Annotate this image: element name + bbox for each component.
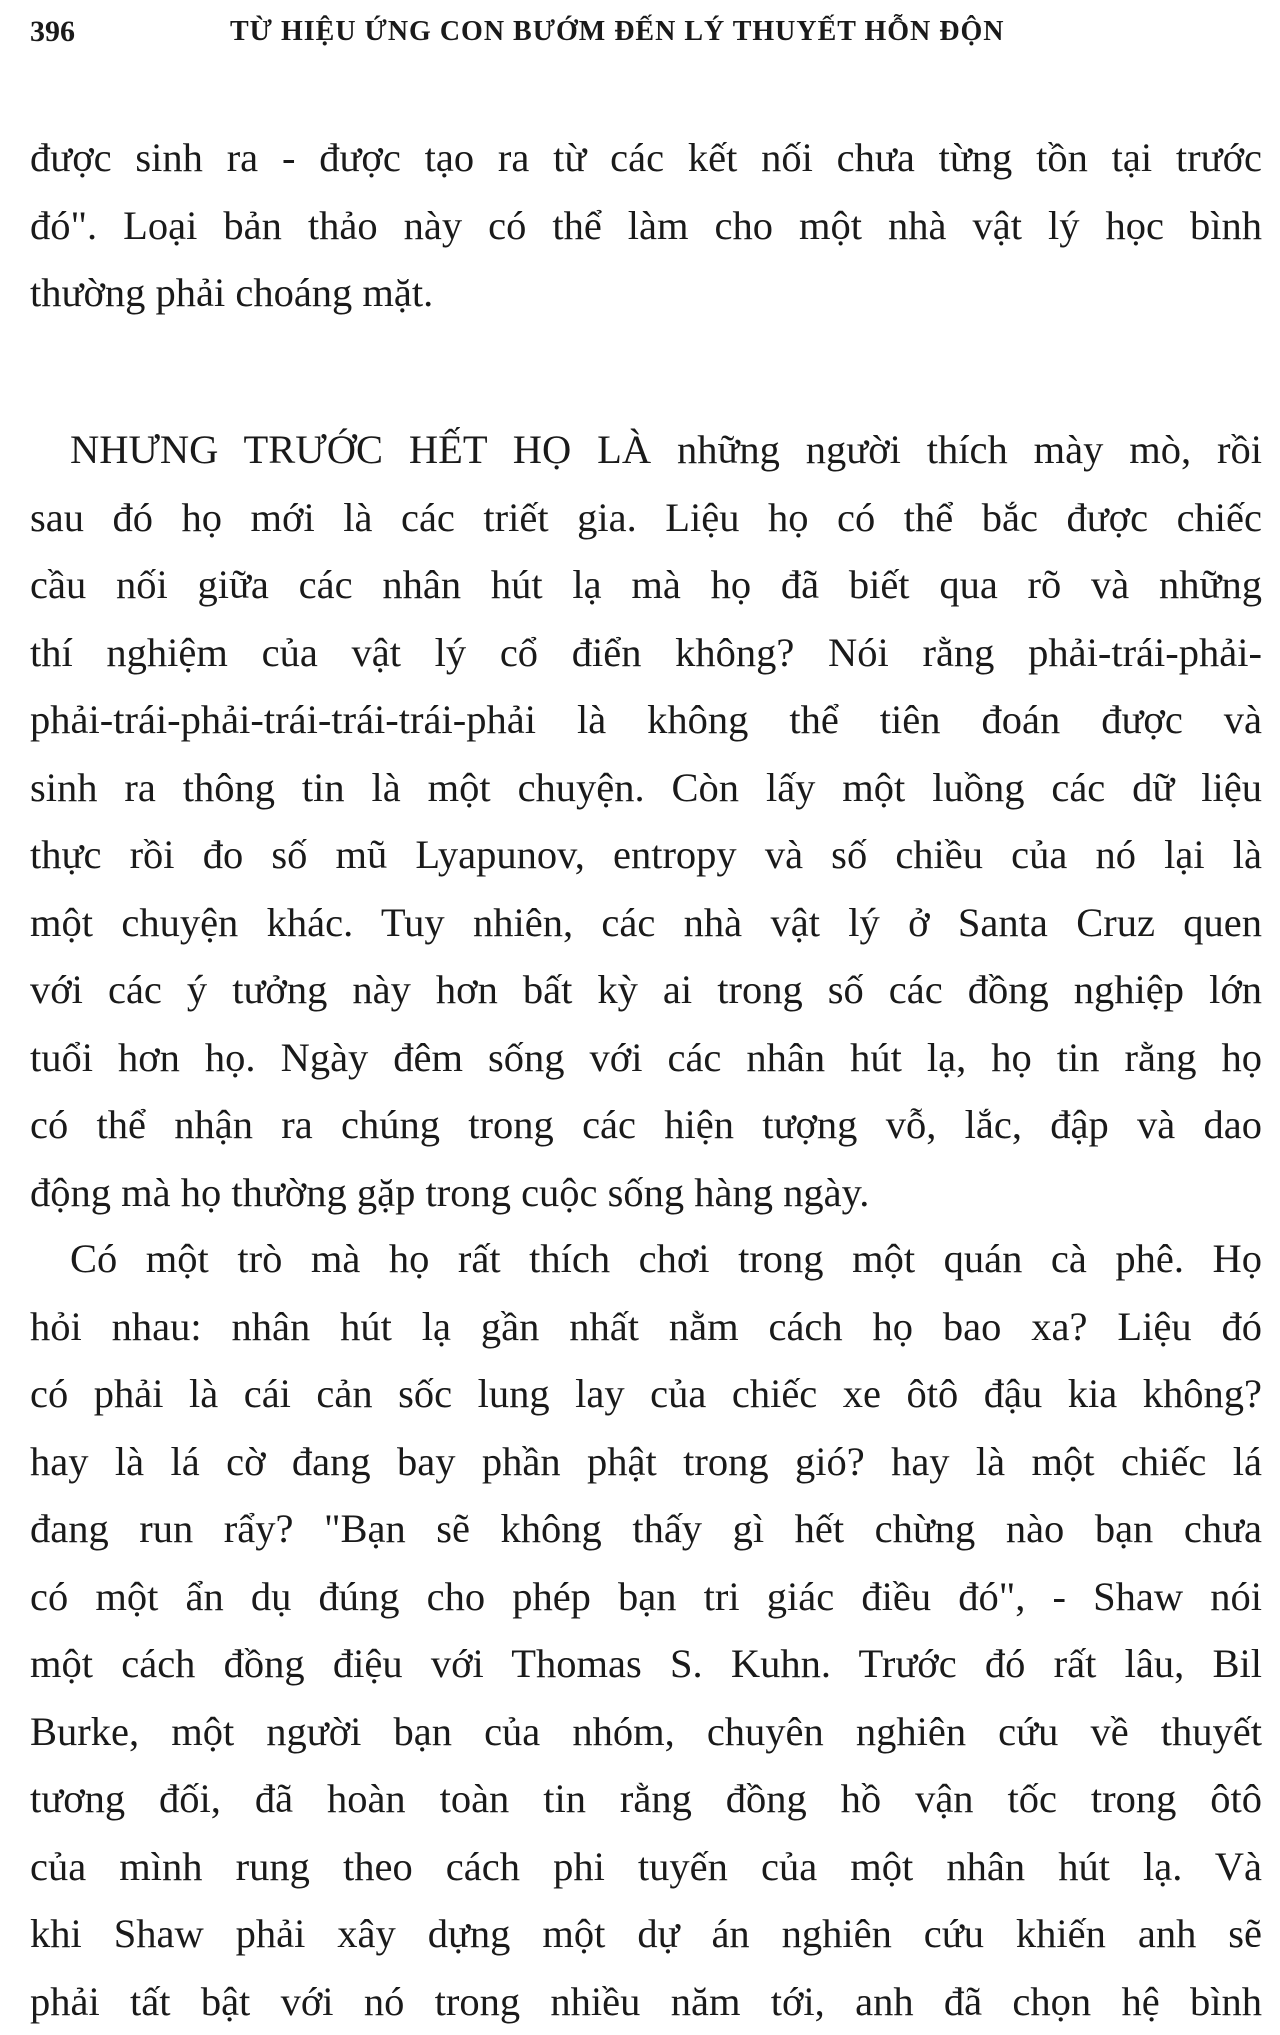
text-line: của mình rung theo cách phi tuyến của một nhân hút lạ. Và xyxy=(30,1833,1262,1901)
paragraph-continued xyxy=(30,124,1262,327)
text-line: sau đó họ mới là các triết gia. Liệu họ có thể bắc được chiếc xyxy=(30,484,1262,552)
text-line: thực rồi đo số mũ Lyapunov, entropy và số chiều của nó lại là xyxy=(30,821,1262,889)
text-line: với các ý tưởng này hơn bất kỳ ai trong số các đồng nghiệp lớn xyxy=(30,956,1262,1024)
text-line: khi Shaw phải xây dựng một dự án nghiên cứu khiến anh sẽ xyxy=(30,1900,1262,1968)
text-line: đang run rẩy? "Bạn sẽ không thấy gì hết chừng nào bạn chưa xyxy=(30,1495,1262,1563)
text-line: thí nghiệm của vật lý cổ điển không? Nói rằng phải-trái-phải- xyxy=(30,619,1262,687)
text-line: phải tất bật với nó trong nhiều năm tới, anh đã chọn hệ bình xyxy=(30,1968,1262,2035)
paragraph-section-start xyxy=(30,416,1262,1226)
chapter-title: TỪ HIỆU ỨNG CON BƯỚM ĐẾN LÝ THUYẾT HỖN ĐỘN xyxy=(230,16,1004,48)
text-line: có thể nhận ra chúng trong các hiện tượng vỗ, lắc, đập và dao xyxy=(30,1091,1262,1159)
paragraph xyxy=(30,1225,1262,2035)
text-line: cầu nối giữa các nhân hút lạ mà họ đã biết qua rõ và những xyxy=(30,551,1262,619)
text-line: có phải là cái cản sốc lung lay của chiếc xe ôtô đậu kia không? xyxy=(30,1360,1262,1428)
text-line: sinh ra thông tin là một chuyện. Còn lấy một luồng các dữ liệu xyxy=(30,754,1262,822)
text-line: Có một trò mà họ rất thích chơi trong một quán cà phê. Họ xyxy=(30,1225,1262,1293)
text-line: Burke, một người bạn của nhóm, chuyên nghiên cứu về thuyết xyxy=(30,1698,1262,1766)
text-line: hay là lá cờ đang bay phần phật trong gió? hay là một chiếc lá xyxy=(30,1428,1262,1496)
text-line: phải-trái-phải-trái-trái-trái-phải là không thể tiên đoán được và xyxy=(30,686,1262,754)
text-line: được sinh ra - được tạo ra từ các kết nối chưa từng tồn tại trước xyxy=(30,124,1262,192)
text-line: một chuyện khác. Tuy nhiên, các nhà vật lý ở Santa Cruz quen xyxy=(30,889,1262,957)
text-line: tuổi hơn họ. Ngày đêm sống với các nhân hút lạ, họ tin rằng họ xyxy=(30,1024,1262,1092)
text-line: có một ẩn dụ đúng cho phép bạn tri giác điều đó", - Shaw nói xyxy=(30,1563,1262,1631)
running-header xyxy=(30,8,1260,56)
text-line: một cách đồng điệu với Thomas S. Kuhn. Trước đó rất lâu, Bil xyxy=(30,1630,1262,1698)
page-number: 396 xyxy=(30,15,150,49)
text-line: động mà họ thường gặp trong cuộc sống hàng ngày. xyxy=(30,1159,1262,1227)
text-line: NHƯNG TRƯỚC HẾT HỌ LÀ những người thích mày mò, rồi xyxy=(30,416,1262,484)
text-line: thường phải choáng mặt. xyxy=(30,259,1262,327)
text-line: hỏi nhau: nhân hút lạ gần nhất nằm cách họ bao xa? Liệu đó xyxy=(30,1293,1262,1361)
text-line: đó". Loại bản thảo này có thể làm cho một nhà vật lý học bình xyxy=(30,192,1262,260)
text-line: tương đối, đã hoàn toàn tin rằng đồng hồ vận tốc trong ôtô xyxy=(30,1765,1262,1833)
